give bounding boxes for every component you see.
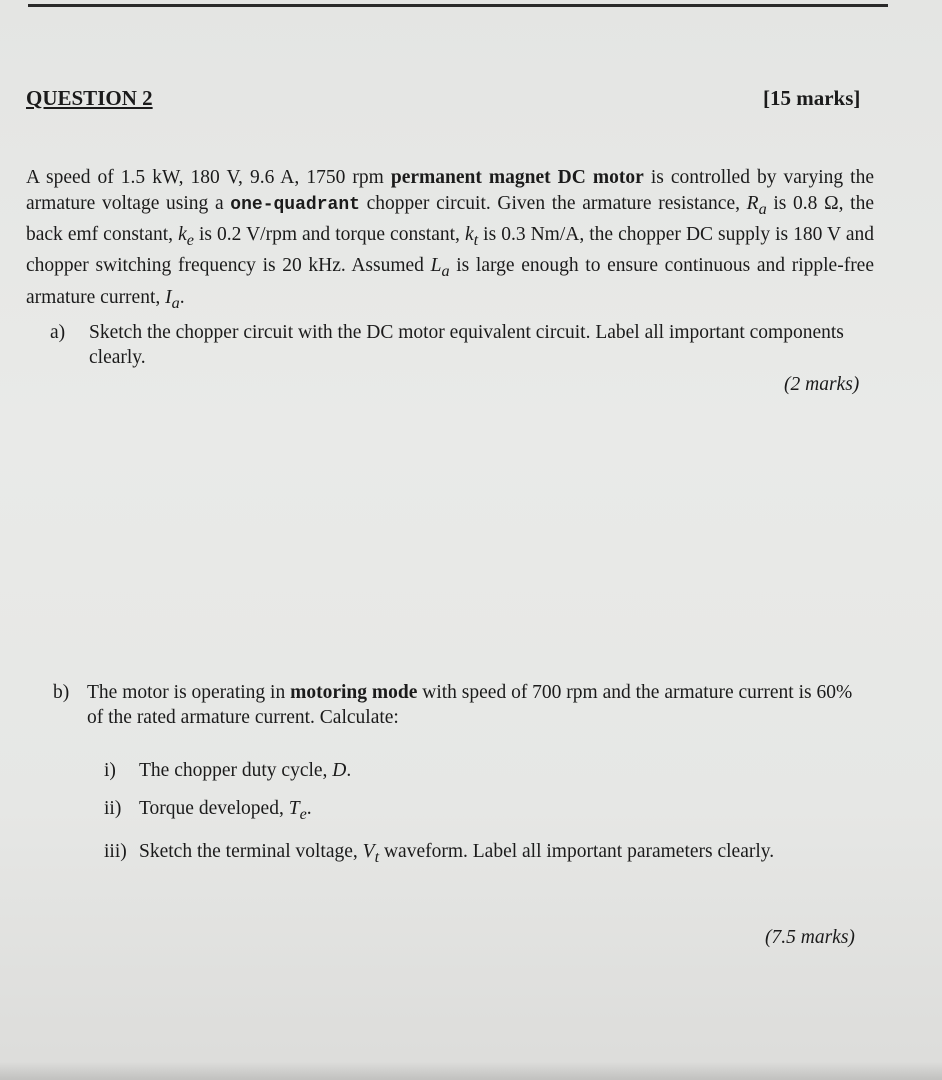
operating-mode: motoring mode: [290, 682, 418, 703]
symbol-te: T: [288, 798, 300, 819]
part-b-text: The motor is operating in motoring mode with speed of 700 rpm and the armature current is 60% of the rated armature current. Calculate:: [87, 682, 853, 728]
symbol-kt: k: [464, 223, 474, 245]
chopper-type: one-quadrant: [230, 194, 360, 215]
part-b-ii: ii) Torque developed, $T_e$.: [104, 798, 312, 823]
top-rule: [28, 4, 888, 7]
part-b-iii: iii) Sketch the terminal voltage, $V_t$ waveform. Label all important parameters clearly.: [104, 841, 775, 866]
symbol-vt: V: [362, 841, 375, 862]
symbol-ra: R: [746, 192, 759, 214]
part-a-label: a): [50, 322, 66, 343]
question-marks: [15 marks]: [763, 86, 861, 110]
symbol-la: L: [430, 255, 442, 277]
part-b-label: b): [53, 682, 70, 703]
question-intro: A speed of 1.5 kW, 180 V, 9.6 A, 1750 rpm permanent magnet DC motor is controlled by varying the armature voltage using a one-quadrant chopper circuit. Given the armature resistance, $R_a$ is 0.8 Ω, the back emf constant, $k_e$ is 0.2 V/rpm and torque constant, $k_t$ is 0.3 Nm/A, the chopper DC supply is 180 V and chopper switching frequency is 20 kHz. Assumed $L_a$ is large enough to ensure continuous and ripple-free armature current, $I_a$.: [26, 167, 874, 312]
part-b-marks: (7.5 marks): [765, 927, 855, 948]
motor-type: permanent magnet DC motor: [390, 167, 644, 188]
symbol-ke: k: [178, 223, 187, 245]
part-b-i: i) The chopper duty cycle, D.: [104, 760, 352, 781]
part-a: [50, 320, 869, 370]
page-bottom-edge: [0, 1062, 942, 1080]
symbol-ia: I: [165, 286, 172, 308]
question-title: QUESTION 2: [26, 86, 153, 110]
symbol-d: D: [332, 760, 347, 781]
part-b: [53, 680, 857, 730]
part-a-marks: (2 marks): [784, 374, 860, 395]
part-a-text: Sketch the chopper circuit with the DC motor equivalent circuit. Label all important components clearly.: [89, 322, 844, 368]
